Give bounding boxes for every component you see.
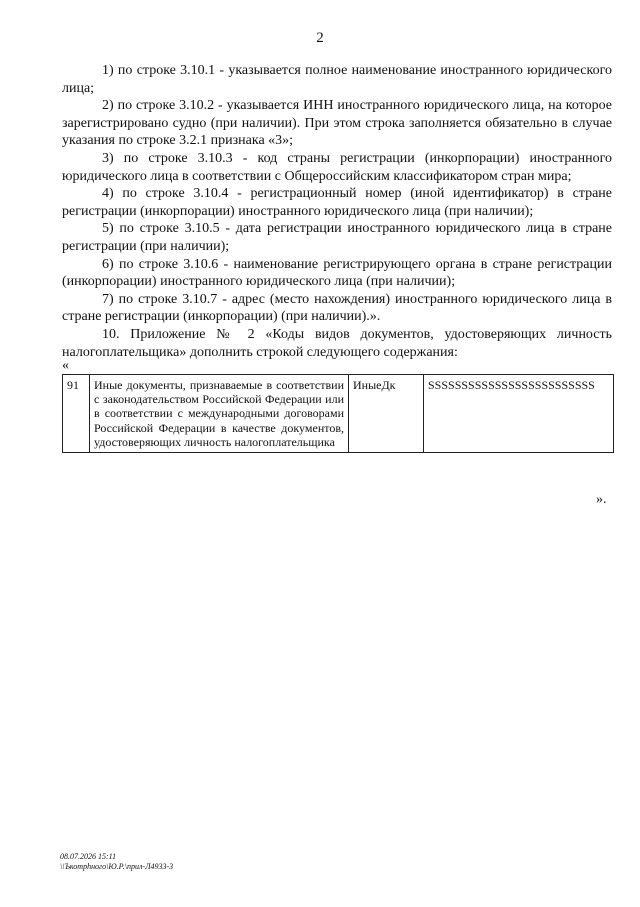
paragraph-2: 2) по строке 3.10.2 - указывается ИНН иностранного юридического лица, на которое зарегистрировано судно (при наличии). При этом строка заполняется обязательно в случае указания по строке 3.2.1 признака «3»; <box>62 98 612 149</box>
page-number: 2 <box>316 30 324 46</box>
paragraph-4: 4) по строке 3.10.4 - регистрационный номер (иной идентификатор) в стране регистрации (инкорпорации) иностранного юридического лица (при наличии); <box>62 186 612 219</box>
footer-timestamp: 08.07.2026 15:11 <box>60 852 117 861</box>
row-description-cell: Иные документы, признаваемые в соответствии с законодательством Российской Федерации или в соответствии с международными договорами Российской Федерации в качестве документов, удостоверяющих личность налогоплательщика <box>90 375 349 453</box>
paragraph-3: 3) по строке 3.10.3 - код страны регистрации (инкорпорации) иностранного юридического лица в соответствии с Общероссийским классификатором стран мира; <box>62 150 612 184</box>
paragraph-6: 6) по строке 3.10.6 - наименование регистрирующего органа в стране регистрации (инкорпорации) иностранного юридического лица (при наличии); <box>62 256 612 290</box>
paragraph-1: 1) по строке 3.10.1 - указывается полное наименование иностранного юридического лица; <box>62 63 612 96</box>
row-code-cell: ИныеДк <box>349 375 424 453</box>
document-body <box>62 62 612 361</box>
row-number-cell: 91 <box>63 375 90 453</box>
paragraph-7: 7) по строке 3.10.7 - адрес (место нахождения) иностранного юридического лица в стране регистрации (инкорпорации) (при наличии).». <box>62 291 612 325</box>
paragraph-10: 10. Приложение № 2 «Коды видов документов, удостоверяющих личность налогоплательщика» дополнить строкой следующего содержания: <box>62 326 612 360</box>
row-value-cell: SSSSSSSSSSSSSSSSSSSSSSSSS <box>424 375 614 453</box>
open-quote: « <box>62 358 69 373</box>
footer-reference: \\Ъкотрhного\Ю.Р.\прил-Л4933-3 <box>60 862 174 871</box>
table-row <box>63 375 614 453</box>
document-codes-table <box>62 374 614 453</box>
close-quote: ». <box>596 492 607 507</box>
footer <box>60 852 173 872</box>
paragraph-5: 5) по строке 3.10.5 - дата регистрации иностранного юридического лица в стране регистрации (при наличии); <box>62 221 612 254</box>
